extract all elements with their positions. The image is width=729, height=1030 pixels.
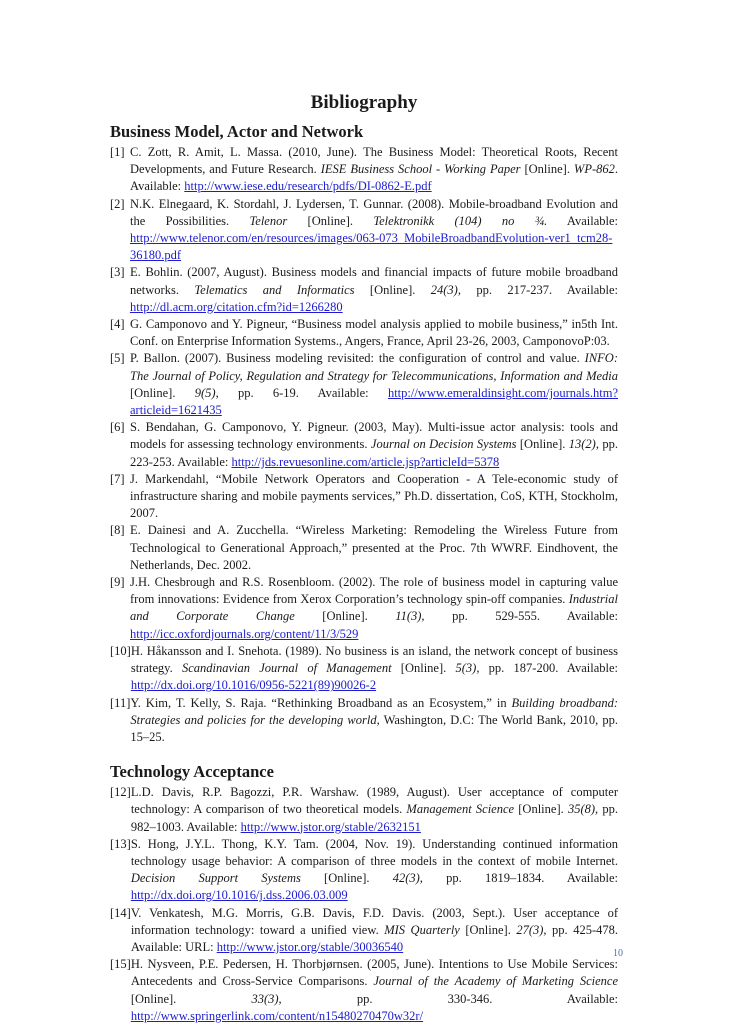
reference-entry xyxy=(110,836,618,905)
reference-italic-text: 35(8), xyxy=(567,802,599,817)
reference-text xyxy=(130,522,618,574)
reference-number: [12] xyxy=(110,785,131,800)
reference-number: [6] xyxy=(110,420,125,435)
reference-text-segment: H. Håkansson and I. Snehota. (1989). No business is an island, the network concept of business strategy. xyxy=(130,643,618,676)
reference-number: [11] xyxy=(110,695,131,710)
reference-italic-text: Telektronikk (104) no ¾. xyxy=(373,213,548,228)
reference-text-segment: S. Hong, J.Y.L. Thong, K.Y. Tam. (2004, Nov. 19). Understanding continued information technology usage behavior: A comparison of three models in the context of mobile Internet. xyxy=(130,836,618,868)
reference-text-segment: Available: xyxy=(547,213,618,228)
reference-link[interactable]: http://www.telenor.com/en/resources/images/063-073_MobileBroadbandEvolution-ver1_tcm28-36180.pdf xyxy=(130,231,613,263)
reference-text-segment: pp. 529-555. Available: xyxy=(424,609,618,624)
reference-number: [4] xyxy=(110,317,125,332)
reference-text-segment: pp. 425-478. Available: URL: xyxy=(130,922,618,954)
reference-text-segment: [Online]. xyxy=(516,437,569,452)
reference-text-segment: Washington, D.C: The World Bank, 2010, pp. 15–25. xyxy=(130,712,618,744)
reference-italic-text: MIS Quarterly xyxy=(384,922,460,937)
reference-text-segment: H. Nysveen, P.E. Pedersen, H. Thorbjørnsen. (2005, June). Intentions to Use Mobile Services: Antecedents and Cross-Service Comparisons. xyxy=(130,957,618,989)
reference-text-segment: V. Venkatesh, M.G. Morris, G.B. Davis, F.D. Davis. (2003, Sept.). User acceptance of information technology: toward a unified view. xyxy=(130,905,618,937)
reference-text xyxy=(130,316,618,350)
reference-text-segment: L.D. Davis, R.P. Bagozzi, P.R. Warshaw. (1989, August). User acceptance of computer technology: A comparison of two theoretical models. xyxy=(130,785,618,817)
reference-entry xyxy=(110,419,618,471)
reference-italic-text: INFO: The Journal of Policy, Regulation and Strategy for Telecommunications, Information and Media xyxy=(130,351,618,383)
reference-link[interactable]: http://dl.acm.org/citation.cfm?id=1266280 xyxy=(130,299,343,314)
reference-number: [5] xyxy=(110,351,125,366)
reference-italic-text: 42(3), xyxy=(392,871,423,886)
reference-text-segment: G. Camponovo and Y. Pigneur, “Business model analysis applied to mobile business,” in5th Int. Conf. on Enterprise Information Systems., Angers, France, April 23-26, 2003, CamponovoP:03. xyxy=(130,317,618,349)
reference-text-segment: J. Markendahl, “Mobile Network Operators and Cooperation - A Tele-economic study of infrastructure sharing and mobile payments services,” Ph.D. dissertation, CoS, KTH, Stockholm, 2007. xyxy=(130,471,618,521)
reference-text-segment: E. Dainesi and A. Zucchella. “Wireless Marketing: Remodeling the Wireless Future from Technological to Generational Approach,” presented at the Proc. 7th WWRF. Eindhovent, the Netherlands, Dec. 2002. xyxy=(130,523,618,572)
reference-text xyxy=(130,196,618,265)
reference-text xyxy=(131,836,618,905)
reference-link[interactable]: http://dx.doi.org/10.1016/j.dss.2006.03.009 xyxy=(130,888,348,903)
reference-number: [7] xyxy=(110,471,125,486)
reference-entry xyxy=(110,264,618,316)
reference-text-segment: pp. 982–1003. Available: xyxy=(130,802,618,834)
page-title: Bibliography xyxy=(310,92,418,113)
reference-link[interactable]: http://jds.revuesonline.com/article.jsp?articleId=5378 xyxy=(231,454,500,469)
page-number: 10 xyxy=(613,948,623,959)
reference-number: [8] xyxy=(110,523,125,538)
reference-link[interactable]: http://dx.doi.org/10.1016/0956-5221(89)90026-2 xyxy=(130,678,377,693)
reference-number: [13] xyxy=(110,836,131,851)
reference-text xyxy=(130,419,618,471)
reference-italic-text: Telematics and Informatics xyxy=(194,282,355,297)
reference-link[interactable]: http://icc.oxfordjournals.org/content/11/3/529 xyxy=(130,626,359,641)
reference-text-segment: pp. 187-200. Available: xyxy=(479,661,618,676)
reference-italic-text: Building broadband: Strategies and policies for the developing world, xyxy=(130,695,618,727)
reference-text-segment: [Online]. xyxy=(294,609,396,624)
reference-text-segment: [Online]. xyxy=(520,162,574,177)
reference-number: [1] xyxy=(110,145,125,159)
reference-text xyxy=(131,956,618,1025)
reference-text xyxy=(130,264,618,316)
reference-entry xyxy=(110,350,618,419)
reference-italic-text: IESE Business School - Working Paper xyxy=(320,162,521,177)
reference-text-segment: C. Zott, R. Amit, L. Massa. (2010, June). The Business Model: Theoretical Roots, Recent Developments, and Future Research. xyxy=(130,145,618,177)
reference-italic-text: 24(3), xyxy=(430,282,461,297)
reference-text-segment: Y. Kim, T. Kelly, S. Raja. “Rethinking Broadband as an Ecosystem,” in xyxy=(130,695,512,710)
reference-italic-text: 11(3), xyxy=(395,609,425,624)
bibliography-page xyxy=(110,92,618,1025)
reference-italic-text: Industrial and Corporate Change xyxy=(130,592,618,624)
reference-text-segment: N.K. Elnegaard, K. Stordahl, J. Lydersen, T. Gunnar. (2008). Mobile-broadband Evolution and the Possibilities. xyxy=(130,196,618,228)
reference-entry xyxy=(110,905,618,957)
reference-text xyxy=(130,350,618,419)
reference-entry xyxy=(110,144,618,196)
reference-text-segment: [Online]. xyxy=(354,282,431,297)
reference-text xyxy=(130,695,618,747)
reference-link[interactable]: http://www.iese.edu/research/pdfs/DI-0862-E.pdf xyxy=(184,179,432,194)
reference-link[interactable]: http://www.jstor.org/stable/30036540 xyxy=(216,939,404,954)
reference-text xyxy=(131,784,618,836)
reference-link[interactable]: http://www.emeraldinsight.com/journals.htm?articleid=1621435 xyxy=(130,385,618,418)
reference-italic-text: 9(5), xyxy=(194,385,219,400)
reference-italic-text: Journal of the Academy of Marketing Science xyxy=(373,974,618,989)
section-heading: Technology Acceptance xyxy=(110,762,274,782)
reference-text-segment: [Online]. xyxy=(391,661,456,676)
reference-text xyxy=(130,144,618,196)
reference-text-segment: pp. 330-346. Available: xyxy=(281,991,618,1006)
reference-italic-text: Decision Support Systems xyxy=(130,871,301,886)
reference-italic-text: 13(2), xyxy=(568,437,599,452)
section-heading: Business Model, Actor and Network xyxy=(110,122,364,141)
reference-text-segment: [Online]. xyxy=(130,385,195,400)
reference-text xyxy=(130,471,618,523)
reference-link[interactable]: http://www.jstor.org/stable/2632151 xyxy=(240,819,421,834)
reference-italic-text: Management Science xyxy=(406,802,515,817)
reference-italic-text: 33(3), xyxy=(251,991,282,1006)
reference-text-segment: E. Bohlin. (2007, August). Business models and financial impacts of future mobile broadband networks. xyxy=(130,265,618,297)
reference-text-segment: . Available: xyxy=(130,162,618,194)
reference-text xyxy=(130,574,618,643)
reference-text-segment: pp. 6-19. Available: xyxy=(218,385,388,400)
reference-entry xyxy=(110,574,618,643)
reference-entry xyxy=(110,316,618,350)
reference-italic-text: 5(3), xyxy=(455,661,480,676)
reference-text xyxy=(131,643,618,695)
reference-entry xyxy=(110,956,618,1025)
reference-text-segment: S. Bendahan, G. Camponovo, Y. Pigneur. (2003, May). Multi-issue actor analysis: tools and models for assessing technology environments. xyxy=(130,420,618,452)
reference-text-segment: [Online]. xyxy=(300,871,393,886)
reference-italic-text: Telenor xyxy=(249,213,288,228)
reference-number: [15] xyxy=(110,957,131,972)
reference-italic-text: 27(3), xyxy=(516,922,547,937)
reference-italic-text: WP-862 xyxy=(573,162,615,177)
reference-text-segment: [Online]. xyxy=(287,213,374,228)
reference-text-segment: pp. 223-253. Available: xyxy=(130,437,618,469)
reference-text-segment: [Online]. xyxy=(459,922,517,937)
reference-number: [9] xyxy=(110,575,125,590)
reference-entry xyxy=(110,471,618,523)
reference-number: [14] xyxy=(110,905,131,920)
bibliography-sections xyxy=(110,122,618,1025)
reference-link[interactable]: http://www.springerlink.com/content/n15480270470w32r/ xyxy=(130,1008,424,1023)
reference-italic-text: Journal on Decision Systems xyxy=(370,437,517,452)
reference-text-segment: [Online]. xyxy=(514,802,568,817)
reference-entry xyxy=(110,784,618,836)
reference-entry xyxy=(110,643,618,695)
reference-entry xyxy=(110,196,618,265)
reference-entry xyxy=(110,695,618,747)
reference-entry xyxy=(110,522,618,574)
reference-text-segment: pp. 1819–1834. Available: xyxy=(422,871,618,886)
reference-text xyxy=(131,905,618,957)
reference-text-segment: pp. 217-237. Available: xyxy=(460,282,618,297)
reference-italic-text: Scandinavian Journal of Management xyxy=(181,661,392,676)
reference-text-segment: [Online]. xyxy=(130,991,252,1006)
reference-text-segment: J.H. Chesbrough and R.S. Rosenbloom. (2002). The role of business model in capturing value from innovations: Evidence from Xerox Corporation’s technology spin-off companies. xyxy=(130,575,618,607)
reference-number: [3] xyxy=(110,265,125,280)
reference-text-segment: P. Ballon. (2007). Business modeling revisited: the configuration of control and value. xyxy=(130,351,585,366)
reference-number: [2] xyxy=(110,196,125,211)
reference-number: [10] xyxy=(110,643,131,658)
